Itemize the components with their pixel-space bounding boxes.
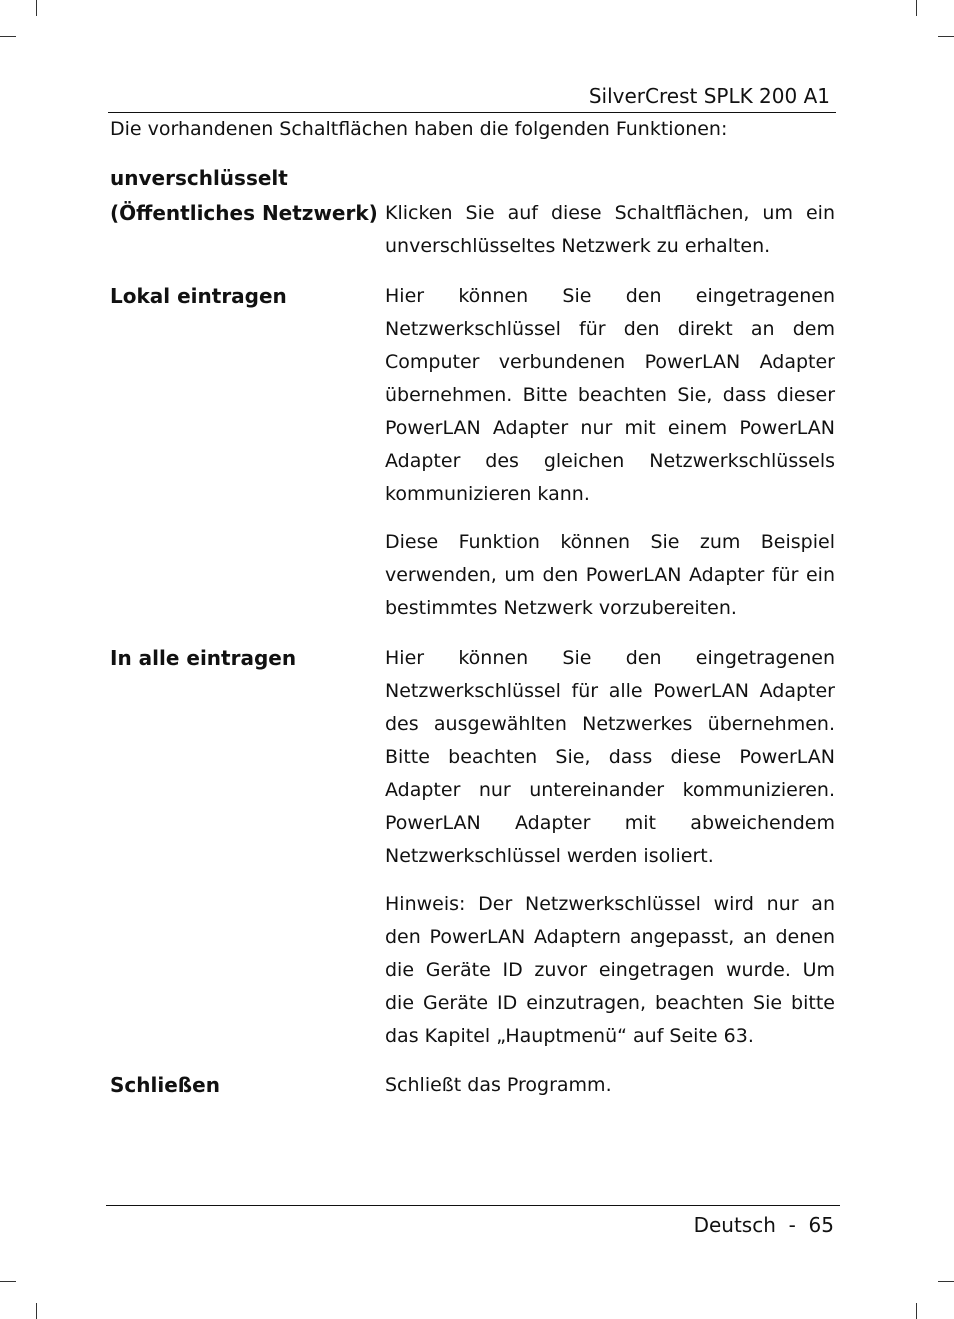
desc-lokal-eintragen-1: Hier können Sie den eingetragenen Netzwerkschlüssel für den direkt an dem Computer verbundenen PowerLAN Adapter übernehmen. Bitte beachten Sie, dass dieser PowerLAN Adapter nur mit einem PowerLAN Adapter des gleichen Netzwerkschlüssels kommunizieren kann. [385,285,835,505]
header-title: SilverCrest SPLK 200 A1 [588,84,830,108]
intro-text: Die vorhandenen Schaltflächen haben die folgenden Funktionen: [110,118,728,140]
term-oeffentliches-netzwerk: (Öffentliches Netzwerk) [110,201,378,225]
crop-mark [0,36,16,37]
footer-rule [106,1205,840,1206]
desc-schliessen: Schließt das Programm. [385,1074,612,1096]
header-rule [108,112,836,113]
crop-mark [36,1303,37,1319]
desc-in-alle-eintragen-1: Hier können Sie den eingetragenen Netzwerkschlüssel für alle PowerLAN Adapter des ausgewählten Netzwerkes übernehmen. Bitte beachten Sie, dass diese PowerLAN Adapter nur untereinander kommunizieren. PowerLAN Adapter mit abweichendem Netzwerkschlüssel werden isoliert. [385,647,835,867]
term-schliessen: Schließen [110,1073,220,1097]
crop-mark [0,1281,16,1282]
crop-mark [916,0,917,16]
crop-mark [916,1303,917,1319]
desc-in-alle-eintragen-2: Hinweis: Der Netzwerkschlüssel wird nur an den PowerLAN Adaptern angepasst, an denen die Geräte ID zuvor eingetragen wurde. Um die Geräte ID einzutragen, beachten Sie bitte das Kapitel „Hauptmenü“ auf Seite 63. [385,893,835,1047]
desc-lokal-eintragen-2: Diese Funktion können Sie zum Beispiel verwenden, um den PowerLAN Adapter für ein bestimmtes Netzwerk vorzubereiten. [385,531,835,619]
term-unverschluesselt: unverschlüsselt [110,166,288,190]
term-in-alle-eintragen: In alle eintragen [110,646,297,670]
crop-mark [938,1281,954,1282]
crop-mark [938,36,954,37]
desc-unverschluesselt: Klicken Sie auf diese Schaltflächen, um ein unverschlüsseltes Netzwerk zu erhalten. [385,202,835,257]
footer-page-number: Deutsch - 65 [693,1213,834,1237]
crop-mark [36,0,37,16]
term-lokal-eintragen: Lokal eintragen [110,284,287,308]
